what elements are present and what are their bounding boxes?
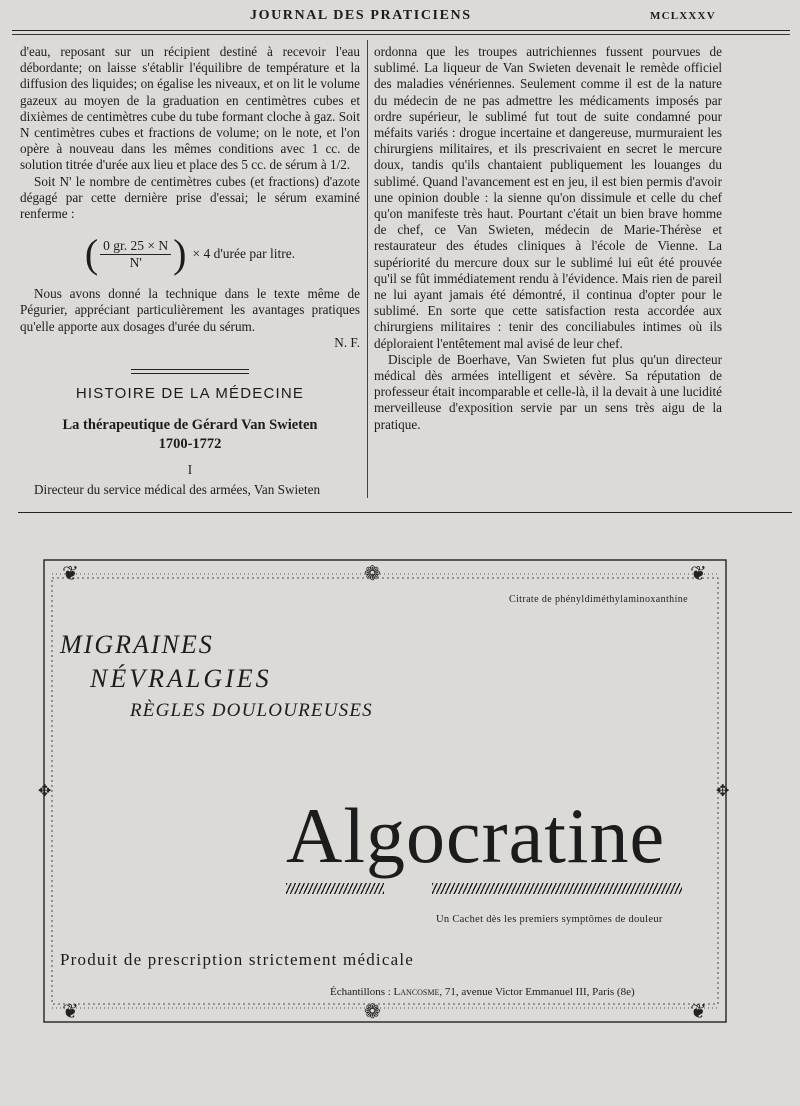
- brand-hatch-left: [286, 883, 384, 894]
- left-paragraph-3: Nous avons donné la technique dans le texte même de Pégurier, appréciant particulièrement les avantages pratiques qu'elle apporte aux dosages d'urée du sérum.: [20, 286, 360, 334]
- ad-brand-name: Algocratine: [286, 792, 666, 879]
- svg-text:❦: ❦: [690, 561, 707, 585]
- ad-indication-2: NÉVRALGIES: [90, 664, 272, 693]
- signature: N. F.: [334, 334, 360, 350]
- header-rule: [12, 30, 790, 31]
- section-rule-bottom: [131, 373, 249, 374]
- page-folio: MCLXXXV: [650, 10, 716, 22]
- formula-numerator: 0 gr. 25 × N: [100, 238, 171, 255]
- section-rule-top: [131, 369, 249, 370]
- svg-text:❁: ❁: [364, 561, 381, 585]
- svg-text:✥: ✥: [716, 781, 730, 800]
- article-opening-line: Directeur du service médical des armées, Van Swieten: [34, 482, 321, 498]
- formula-fraction: [100, 238, 171, 271]
- formula-denominator: N': [129, 254, 142, 270]
- svg-text:❦: ❦: [62, 999, 79, 1023]
- body-bottom-rule: [18, 512, 792, 513]
- left-column: [20, 44, 360, 499]
- article-title: La thérapeutique de Gérard Van Swieten: [62, 417, 318, 434]
- svg-text:✥: ✥: [38, 781, 52, 800]
- algocratine-advertisement: [40, 556, 730, 1026]
- right-paragraph-1: ordonna que les troupes autrichiennes fussent pourvues de sublimé. La liqueur de Van Swieten devenait le remède officiel des maladies vénériennes. Seulement comme il est de la nature du médecin de ne pas admettre les médicaments imposés par ordre supérieur, le sublimé fut tout de suite condamné pour méfaits variés : drogue incertaine et dangereuse, murmuraient les chirurgiens militaires, et ils prescrivaient en secret le mercure doux, tandis qu'ils chantaient publiquement les louanges du sublimé. Quand l'avancement est en jeu, il est bien permis d'avoir une opinion double : la sienne qu'on dissimule et celle du chef qu'on manifeste très haut. Pourtant c'était un bien brave homme de chef, ce Van Swieten, médecin de Marie-Thérèse et restaurateur des études cliniques à l'école de Vienne. La supériorité du mercure doux sur le sublimé lui eût été prouvée qu'il se fût immédiatement rendu à l'évidence. Mais rien de pareil ne lui ayant jamais été démontré, il continua d'opter pour le sublimé. En sorte que cette satisfaction resta accordée aux chirurgiens militaires : tenir des conciliabules intimes où ils déploraient l'entêtement mal avisé de leur chef.: [374, 44, 722, 351]
- journal-title: JOURNAL DES PRATICIENS: [250, 8, 472, 23]
- right-paragraph-2: Disciple de Boerhave, Van Swieten fut plus qu'un directeur médical dès armées intelligent et sévère. Sa réputation de professeur était incomparable et celle-là, il la devait à une lucidité merveilleuse d'exposition servie par un sens très aigu de la pratique.: [374, 351, 722, 432]
- svg-text:❁: ❁: [364, 999, 381, 1023]
- section-title: HISTOIRE DE LA MÉDECINE: [75, 385, 305, 403]
- svg-text:❦: ❦: [62, 561, 79, 585]
- column-divider: [367, 40, 368, 498]
- ad-prescription-note: Produit de prescription strictement médicale: [60, 950, 414, 969]
- article-part-number: I: [187, 462, 193, 478]
- svg-text:❦: ❦: [690, 999, 707, 1023]
- ad-tagline: Un Cachet dès les premiers symptômes de douleur: [436, 914, 663, 925]
- formula-open-paren: (: [84, 231, 99, 277]
- header-rule-thin: [12, 34, 790, 35]
- formula-close-paren: ): [173, 231, 187, 277]
- left-paragraph-2: Soit N' le nombre de centimètres cubes (et fractions) d'azote dégagé par cette dernière prise d'essai; le sérum examiné renferme :: [20, 173, 360, 222]
- article-dates: 1700-1772: [158, 436, 222, 453]
- ad-compound-note: Citrate de phényldiméthylaminoxanthine: [508, 594, 688, 605]
- formula-tail: × 4 d'urée par litre.: [192, 246, 296, 262]
- ad-samples-address: [330, 986, 635, 998]
- samples-company: Lancosme: [393, 986, 440, 998]
- samples-label: Échantillons :: [330, 986, 391, 998]
- brand-hatch-right: [432, 883, 682, 894]
- left-paragraph-1: d'eau, reposant sur un récipient destiné à recevoir l'eau débordante; on laisse s'établir l'équilibre de température et la diffusion des liquides; on égalise les niveaux, et on lit le volume gazeux au moyen de la graduation en centimètres cubes et dixièmes de centimètres cube du tube formant cloche à gaz. Soit N centimètres cubes et fractions de volume; on le note, et l'on opère à nouveau dans les mêmes conditions avec 1 cc. de solution titrée d'urée aux lieu et place des 5 cc. de sérum à 1/2.: [20, 44, 360, 173]
- ad-indication-3: RÈGLES DOULOUREUSES: [130, 700, 373, 721]
- right-column: [374, 44, 722, 433]
- samples-address: , 71, avenue Victor Emmanuel III, Paris (8e): [439, 986, 635, 998]
- ad-indication-1: MIGRAINES: [60, 630, 214, 659]
- urea-formula: [20, 231, 360, 277]
